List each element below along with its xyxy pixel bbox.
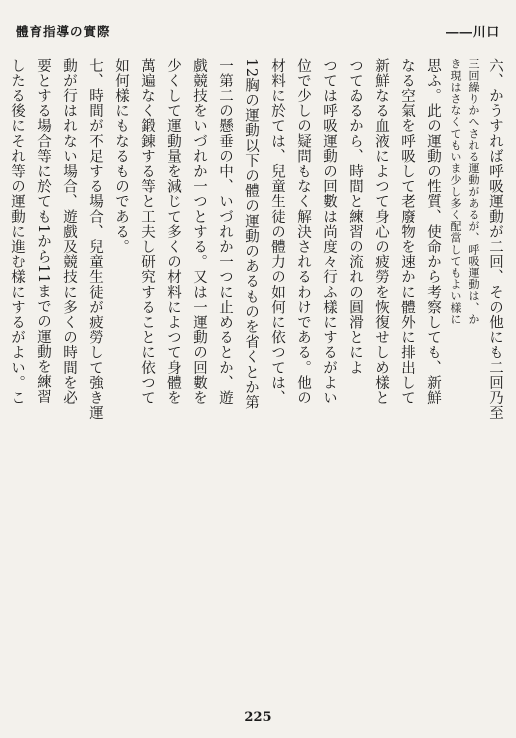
page-number: 225 — [244, 710, 272, 725]
text-line: 動が行はれない場合、遊戲及競技に多くの時間を必 — [61, 58, 77, 406]
right-text-column — [4, 58, 508, 698]
text-line: 萬遍なく鍛錬する等と工夫し研究することに依つて — [139, 58, 155, 406]
text-line: 思ふ。此の運動の性質、使命から考察しても、新鮮 — [425, 58, 441, 406]
text-line: 材料に於ては、兒童生徒の體力の如何に依つては、 — [269, 58, 285, 406]
text-line: 三回繰りかへされる運動があるが、呼吸運動は、か — [467, 58, 480, 325]
text-line: 位で少しの疑問もなく解決されるわけである。他の — [295, 58, 311, 406]
running-title: 體育指導の實際 — [16, 24, 111, 39]
text-line: 要とする場合等に於ても1から11までの運動を練習 — [35, 58, 51, 405]
running-author: ――川口 — [445, 24, 500, 39]
text-line: き現はさなくてもいま少し多く配當してもよい樣に — [449, 58, 462, 325]
text-line: 六、かうすれば呼吸運動が二回、その他にも二回乃至 — [487, 58, 503, 421]
text-line: つては呼吸運動の回數は尚度々行ふ樣にするがよい — [321, 58, 337, 406]
text-line: 一第二の懸垂の中、いづれか一つに止めるとか、遊 — [217, 58, 233, 406]
text-line: 少くして運動量を減じて多くの材料によつて身體を — [165, 58, 181, 406]
text-line: 12胸の運動以下の體の運動のあるものを省くとか第 — [243, 58, 259, 410]
running-header — [16, 22, 500, 42]
text-line: 如何樣にもなるものである。 — [113, 58, 129, 255]
text-line: つてゐるから、時間と練習の流れの圓滑とによ — [347, 58, 363, 376]
text-columns — [8, 58, 508, 698]
text-line: したる後にそれ等の運動に進む樣にするがよい。こ — [9, 58, 25, 406]
text-line: 七、時間が不足する場合、兒童生徒が疲勞して強き運 — [87, 58, 103, 421]
text-line: 戲競技をいづれか一つとする。又は一運動の回數を — [191, 58, 207, 406]
text-line: なる空氣を呼吸して老廢物を速かに體外に排出して — [399, 58, 415, 406]
text-line: 新鮮なる血液によつて身心の疲勞を恢復せしめ樣と — [373, 58, 389, 406]
